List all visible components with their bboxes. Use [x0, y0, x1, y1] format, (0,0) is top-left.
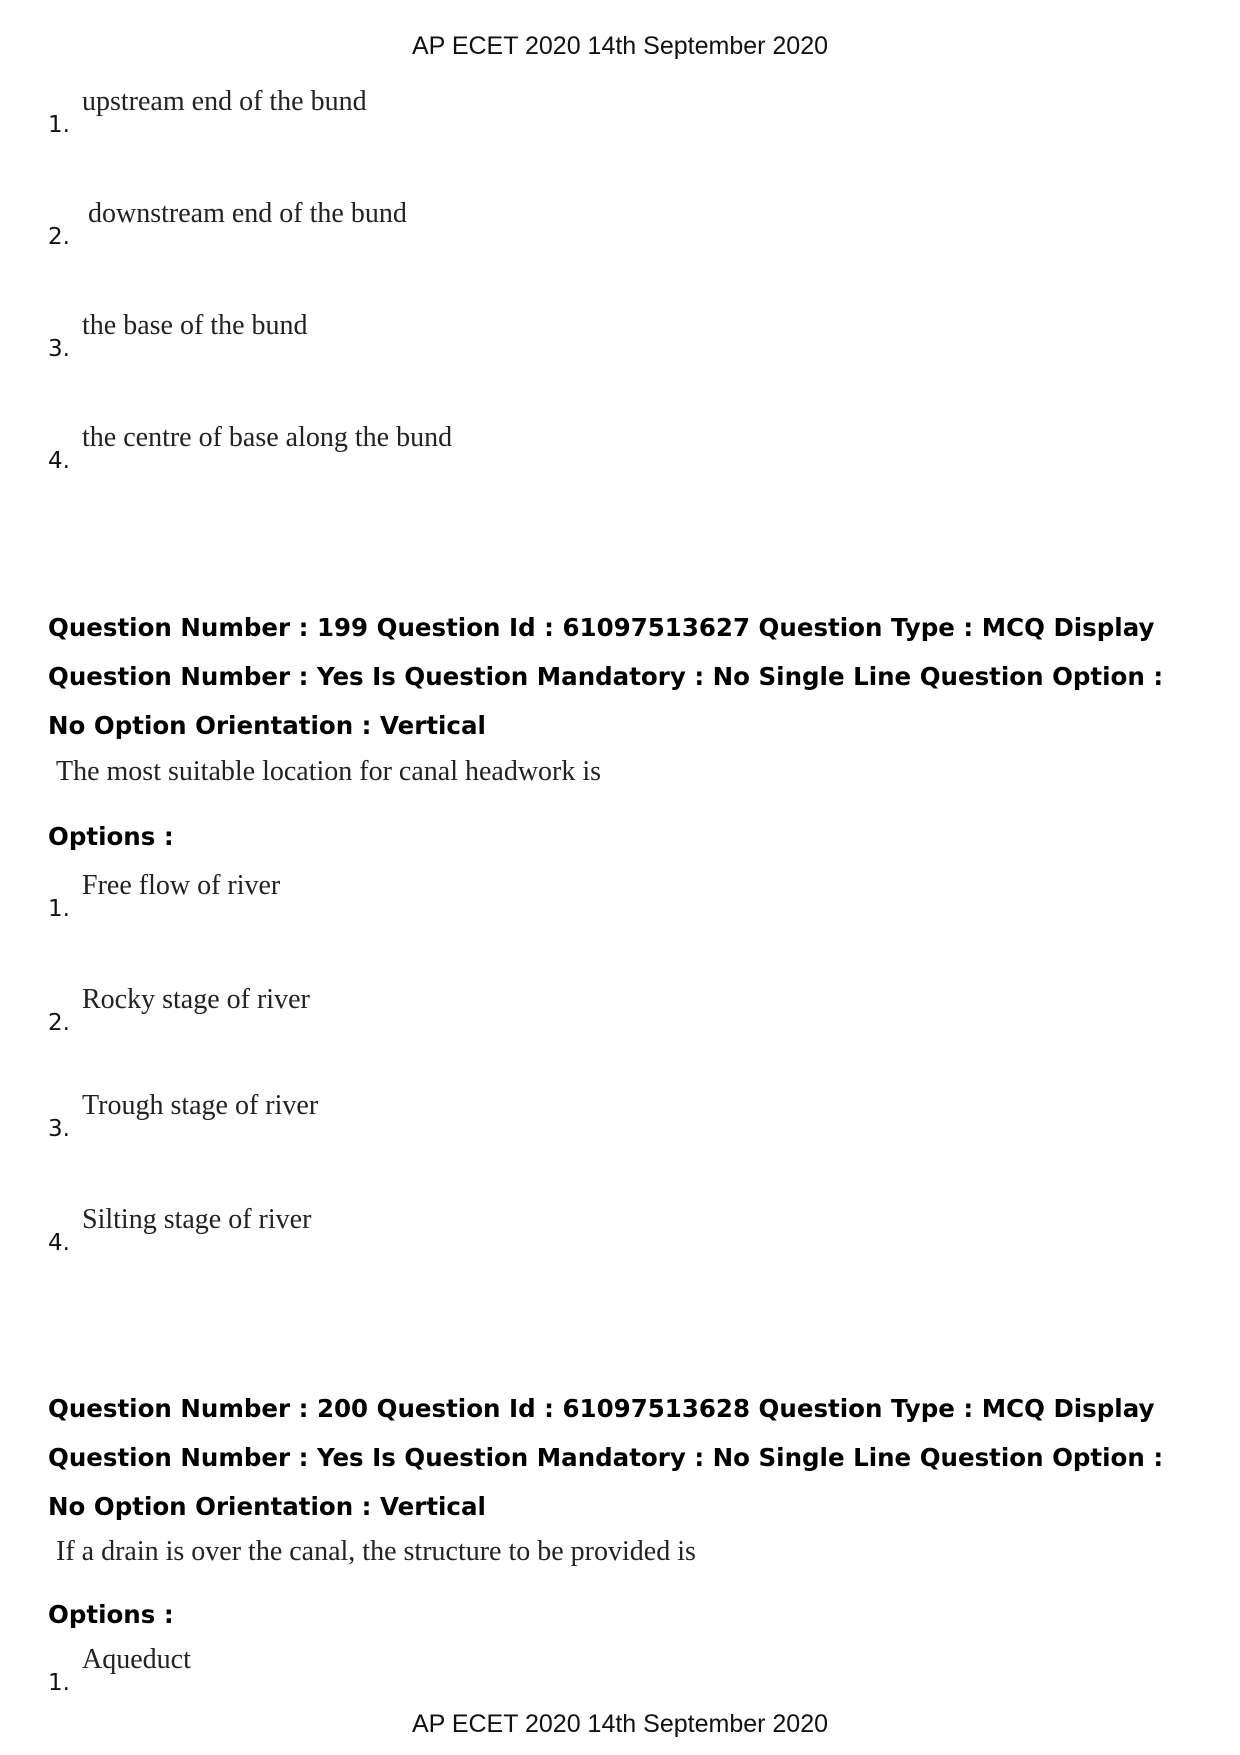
q199-option-4: [48, 1204, 948, 1264]
q200-option-1: [48, 1644, 948, 1704]
option-number: 2.: [48, 224, 70, 250]
option-text: the base of the bund: [82, 310, 308, 341]
option-number: 2.: [48, 1010, 70, 1036]
option-number: 1.: [48, 112, 70, 138]
question-199-text: The most suitable location for canal headwork is: [56, 756, 602, 787]
option-text: downstream end of the bund: [88, 198, 407, 229]
option-text: the centre of base along the bund: [82, 422, 453, 453]
option-text: Rocky stage of river: [82, 984, 310, 1015]
question-199-options-label: Options :: [48, 822, 174, 851]
option-number: 1.: [48, 896, 70, 922]
option-text: Silting stage of river: [82, 1204, 312, 1235]
question-200-options-label: Options :: [48, 1600, 174, 1629]
question-200-text: If a drain is over the canal, the structure to be provided is: [56, 1536, 696, 1567]
question-200-meta: Question Number : 200 Question Id : 61097513628 Question Type : MCQ Display Question Number : Yes Is Question Mandatory : No Single Line Question Option : No Option Orientation : Vertical: [48, 1394, 1164, 1521]
question-199-meta: Question Number : 199 Question Id : 61097513627 Question Type : MCQ Display Question Number : Yes Is Question Mandatory : No Single Line Question Option : No Option Orientation : Vertical: [48, 613, 1164, 740]
option-text: upstream end of the bund: [82, 86, 367, 117]
page-header: AP ECET 2020 14th September 2020: [411, 32, 829, 60]
prev-option-3: [48, 310, 948, 370]
option-number: 3.: [48, 336, 70, 362]
prev-option-1: [48, 86, 948, 146]
option-number: 1.: [48, 1670, 70, 1696]
q199-option-1: [48, 870, 948, 930]
option-text: Aqueduct: [82, 1644, 191, 1675]
prev-option-4: [48, 422, 948, 482]
prev-option-2: [48, 198, 948, 258]
option-text: Free flow of river: [82, 870, 281, 901]
q199-option-2: [48, 984, 948, 1044]
option-number: 4.: [48, 1230, 70, 1256]
option-text: Trough stage of river: [82, 1090, 319, 1121]
page-footer: AP ECET 2020 14th September 2020: [411, 1710, 829, 1738]
option-number: 4.: [48, 448, 70, 474]
q199-option-3: [48, 1090, 948, 1150]
option-number: 3.: [48, 1116, 70, 1142]
